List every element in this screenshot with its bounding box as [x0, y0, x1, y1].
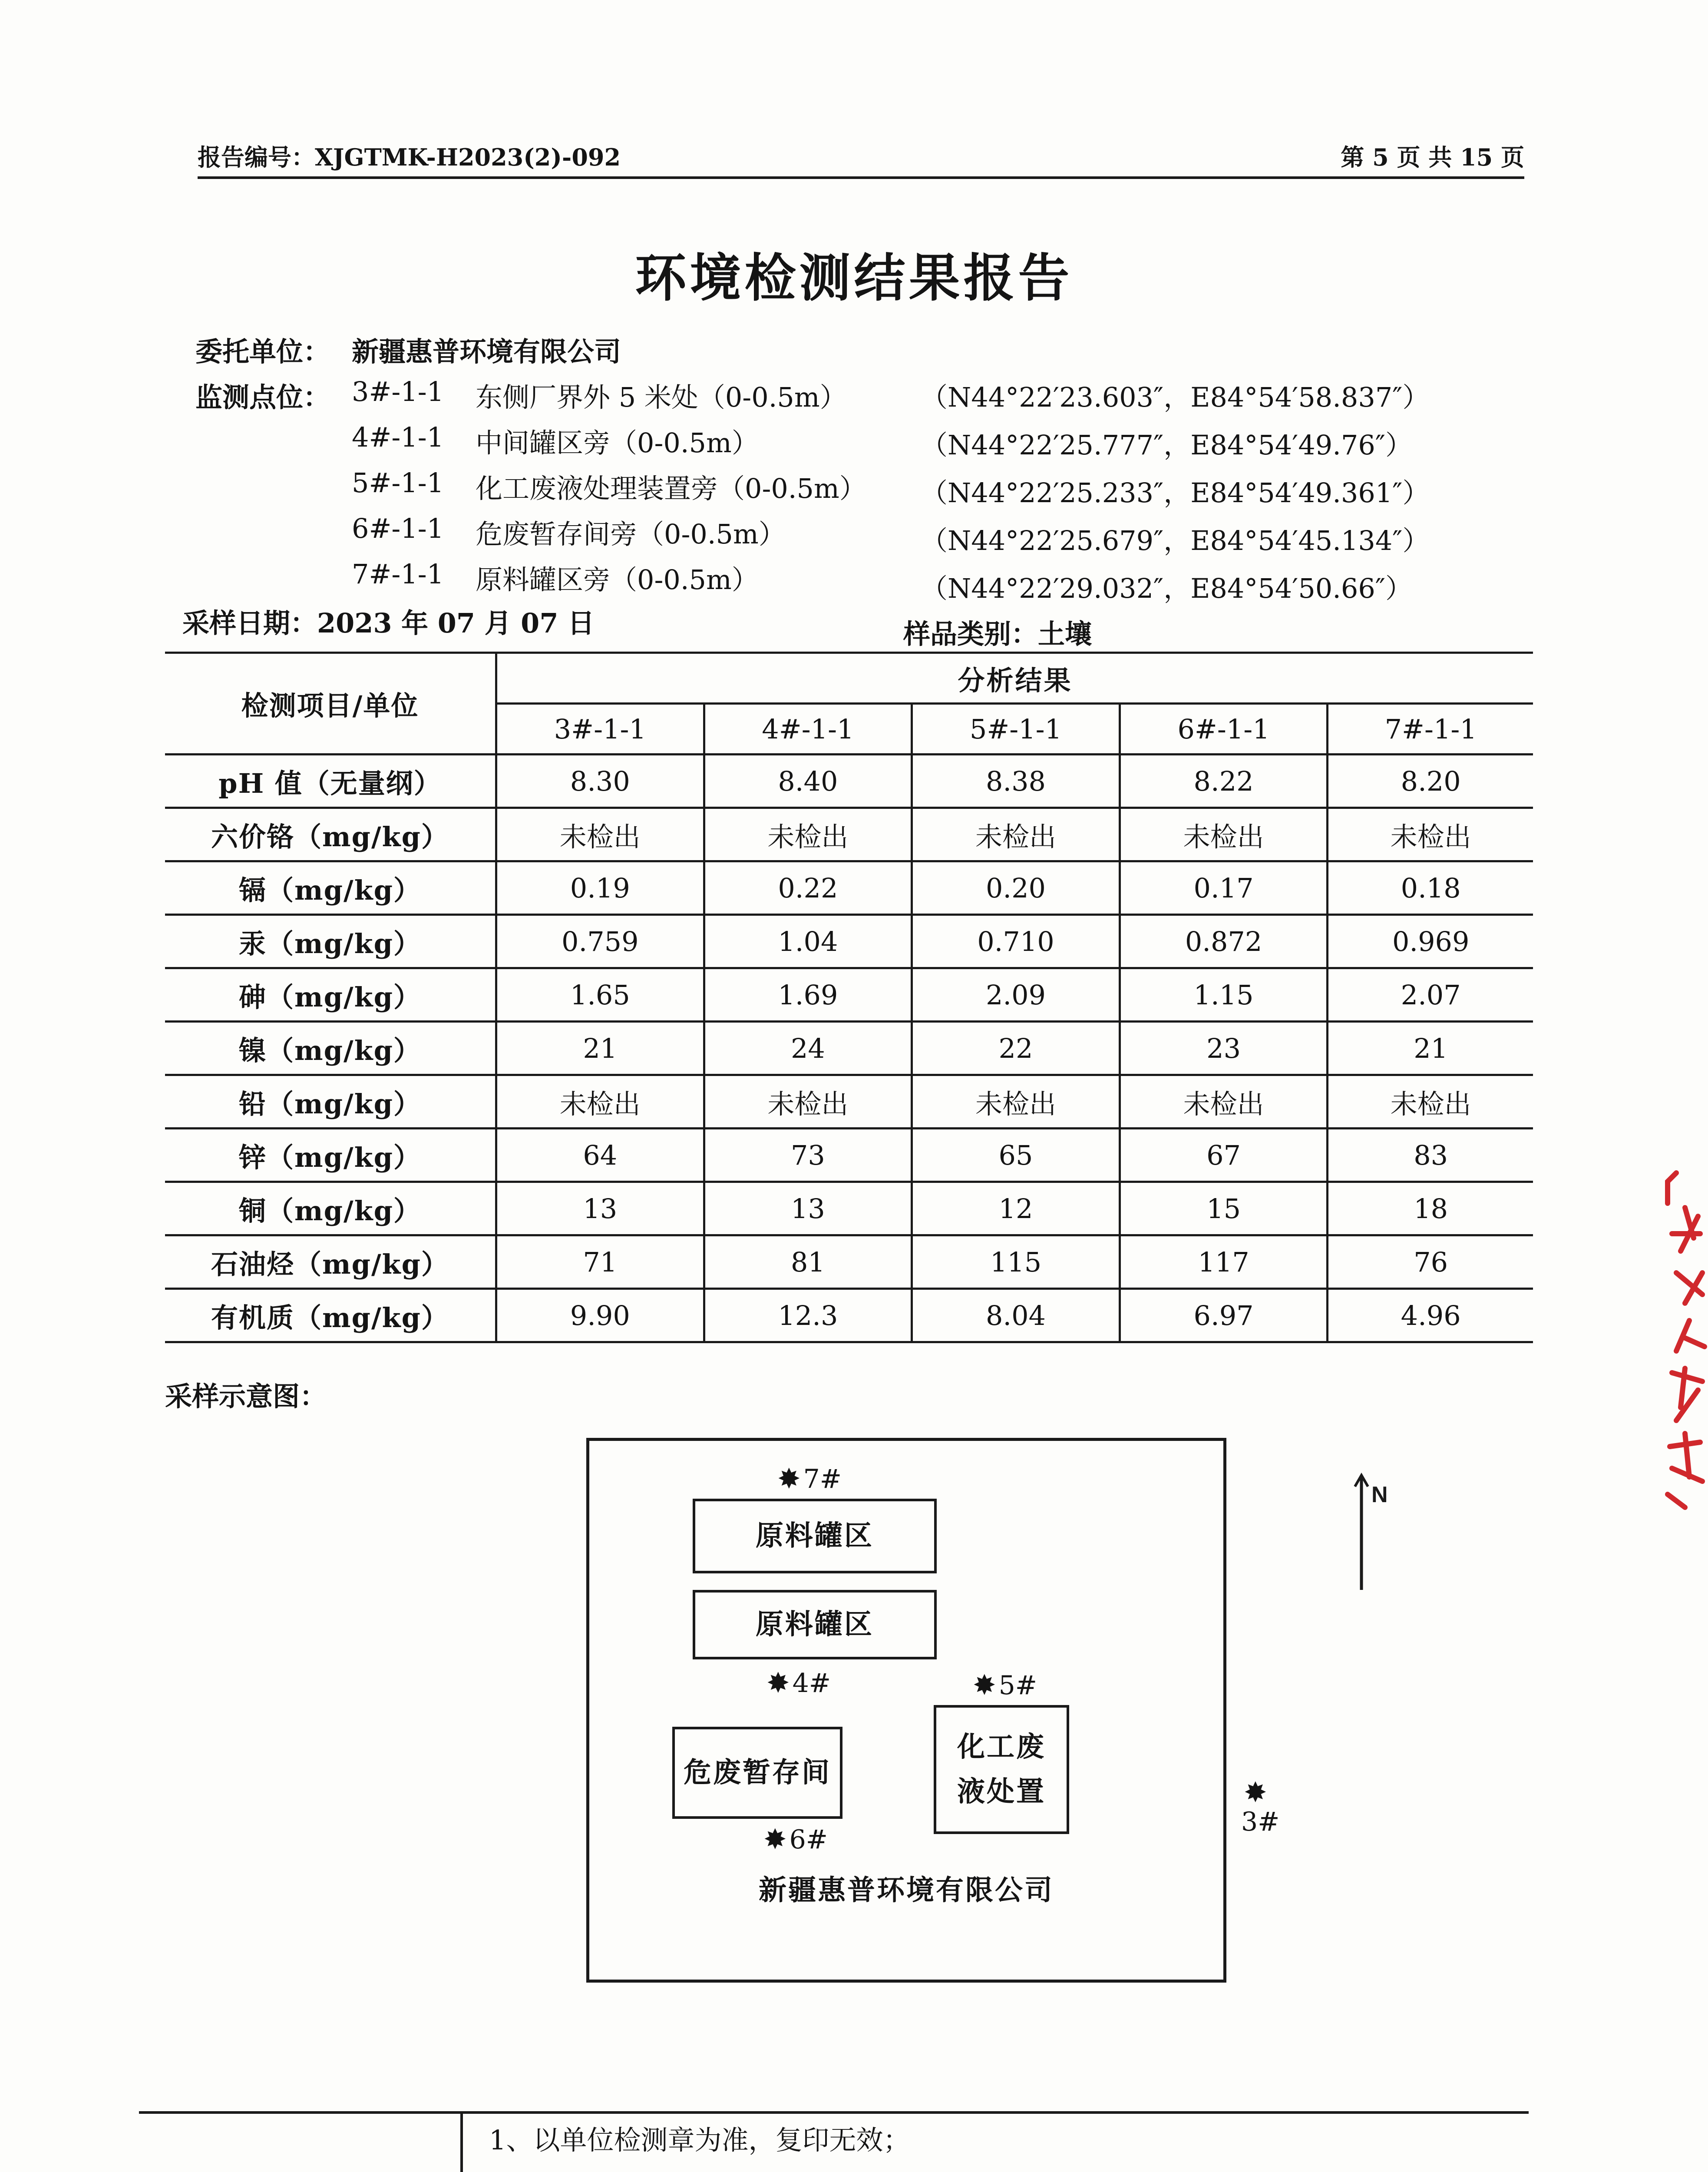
point-desc: 原料罐区旁（0-0.5m） — [476, 564, 759, 596]
table-cell: 21 — [1328, 1022, 1533, 1075]
point-id: 7#-1-1 — [352, 558, 444, 590]
point-desc: 中间罐区旁（0-0.5m） — [476, 427, 759, 459]
table-header-row — [165, 653, 1533, 704]
point-id: 3#-1-1 — [352, 376, 444, 407]
point-coord: （N44°22′25.777″，E84°54′49.76″） — [921, 429, 1412, 461]
point-coord: （N44°22′29.032″，E84°54′50.66″） — [921, 573, 1412, 604]
sample-point-7 — [777, 1464, 842, 1494]
table-cell: 1.69 — [704, 968, 912, 1022]
table-cell: 8.20 — [1328, 755, 1533, 808]
point-desc: 危废暂存间旁（0-0.5m） — [476, 518, 786, 550]
table-cell: 22 — [912, 1022, 1120, 1075]
row-item: 铅（mg/kg） — [165, 1075, 496, 1129]
hazardous-waste-storage: 危废暂存间 — [672, 1727, 842, 1819]
point-desc: 化工废液处理装置旁（0-0.5m） — [476, 473, 866, 504]
row-item: 砷（mg/kg） — [165, 968, 496, 1022]
chemical-waste-treatment — [934, 1705, 1069, 1834]
table-cell: 65 — [912, 1129, 1120, 1182]
table-cell: 未检出 — [1328, 1075, 1533, 1129]
note-line-2 — [463, 2162, 1529, 2172]
table-cell: 23 — [1120, 1022, 1328, 1075]
sample-point-icon: ✸ — [973, 1669, 996, 1702]
table-cell: 13 — [704, 1182, 912, 1235]
row-item: 汞（mg/kg） — [165, 915, 496, 968]
page-header — [198, 139, 1524, 178]
table-row — [165, 1075, 1533, 1129]
table-cell: 83 — [1328, 1129, 1533, 1182]
sample-point-4 — [766, 1668, 831, 1699]
point-coord: （N44°22′23.603″，E84°54′58.837″） — [921, 381, 1430, 413]
header-rule — [198, 176, 1524, 179]
table-cell: 8.04 — [912, 1289, 1120, 1342]
chem-label-line2: 液处置 — [957, 1775, 1046, 1808]
table-cell: 未检出 — [496, 808, 704, 861]
table-cell: 1.15 — [1120, 968, 1328, 1022]
row-item: 镉（mg/kg） — [165, 861, 496, 915]
notes-content — [462, 2112, 1529, 2172]
point-label: 5# — [998, 1670, 1037, 1701]
table-cell: 8.22 — [1120, 755, 1328, 808]
row-item: 六价铬（mg/kg） — [165, 808, 496, 861]
table-cell: 13 — [496, 1182, 704, 1235]
table-row — [165, 915, 1533, 968]
table-cell: 未检出 — [496, 1075, 704, 1129]
table-row — [165, 1182, 1533, 1235]
table-cell: 8.30 — [496, 755, 704, 808]
table-cell: 0.710 — [912, 915, 1120, 968]
point-desc: 东侧厂界外 5 米处（0-0.5m） — [476, 381, 847, 413]
table-cell: 81 — [704, 1235, 912, 1289]
table-cell: 115 — [912, 1235, 1120, 1289]
table-cell: 0.19 — [496, 861, 704, 915]
monitoring-points-label: 监测点位： — [195, 381, 330, 413]
table-row — [165, 755, 1533, 808]
table-row — [165, 1235, 1533, 1289]
table-cell: 2.07 — [1328, 968, 1533, 1022]
point-id: 6#-1-1 — [352, 513, 444, 544]
table-row — [165, 808, 1533, 861]
sample-point-icon: ✸ — [777, 1463, 801, 1495]
row-item: 铜（mg/kg） — [165, 1182, 496, 1235]
table-cell: 8.38 — [912, 755, 1120, 808]
point-label: 3# — [1241, 1807, 1280, 1837]
table-cell: 4.96 — [1328, 1289, 1533, 1342]
point-id: 5#-1-1 — [352, 467, 444, 499]
row-item: 石油烃（mg/kg） — [165, 1235, 496, 1289]
table-row — [165, 1289, 1533, 1342]
table-row — [165, 1129, 1533, 1182]
table-cell: 1.65 — [496, 968, 704, 1022]
table-cell: 0.20 — [912, 861, 1120, 915]
table-cell: 未检出 — [912, 1075, 1120, 1129]
table-cell: 8.40 — [704, 755, 912, 808]
item-header: 检测项目/单位 — [165, 653, 496, 755]
table-cell: 0.22 — [704, 861, 912, 915]
table-cell: 73 — [704, 1129, 912, 1182]
column-header: 7#-1-1 — [1328, 704, 1533, 755]
report-title: 环境检测结果报告 — [635, 248, 1073, 308]
notes-label — [139, 2112, 462, 2172]
table-row — [165, 1022, 1533, 1075]
table-cell: 15 — [1120, 1182, 1328, 1235]
client-label: 委托单位： — [195, 336, 330, 368]
row-item: 有机质（mg/kg） — [165, 1289, 496, 1342]
table-cell: 6.97 — [1120, 1289, 1328, 1342]
sample-point-icon: ✸ — [763, 1824, 787, 1856]
table-cell: 0.759 — [496, 915, 704, 968]
table-cell: 9.90 — [496, 1289, 704, 1342]
raw-material-tank-area-2: 原料罐区 — [693, 1590, 937, 1659]
table-cell: 2.09 — [912, 968, 1120, 1022]
table-cell: 64 — [496, 1129, 704, 1182]
point-coord: （N44°22′25.679″，E84°54′45.134″） — [921, 525, 1430, 556]
sample-type: 样品类别：土壤 — [903, 618, 1092, 650]
sampling-date: 采样日期：2023 年 07 月 07 日 — [182, 607, 595, 639]
point-id: 4#-1-1 — [352, 421, 444, 453]
table-cell: 71 — [496, 1235, 704, 1289]
sample-point-icon: ✸ — [1244, 1777, 1267, 1809]
row-item: 镍（mg/kg） — [165, 1022, 496, 1075]
table-cell: 21 — [496, 1022, 704, 1075]
site-company-label: 新疆惠普环境有限公司 — [759, 1874, 1054, 1907]
table-row — [165, 861, 1533, 915]
analysis-group-header: 分析结果 — [496, 653, 1533, 704]
chem-label-line1: 化工废 — [957, 1731, 1046, 1764]
table-cell: 未检出 — [1328, 808, 1533, 861]
table-cell: 0.18 — [1328, 861, 1533, 915]
row-item: 锌（mg/kg） — [165, 1129, 496, 1182]
column-header: 4#-1-1 — [704, 704, 912, 755]
column-header: 3#-1-1 — [496, 704, 704, 755]
table-cell: 12 — [912, 1182, 1120, 1235]
point-label: 7# — [803, 1464, 842, 1494]
table-cell: 12.3 — [704, 1289, 912, 1342]
table-row — [165, 968, 1533, 1022]
point-coord: （N44°22′25.233″，E84°54′49.361″） — [921, 477, 1430, 509]
table-cell: 1.04 — [704, 915, 912, 968]
report-number: 报告编号：XJGTMK-H2023(2)-092 — [198, 143, 621, 171]
sample-point-icon: ✸ — [766, 1667, 790, 1699]
point-label: 6# — [789, 1824, 828, 1855]
table-cell: 24 — [704, 1022, 912, 1075]
column-header: 6#-1-1 — [1120, 704, 1328, 755]
table-cell: 未检出 — [704, 1075, 912, 1129]
north-label: N — [1371, 1482, 1388, 1507]
sample-point-6 — [763, 1824, 828, 1855]
table-cell: 76 — [1328, 1235, 1533, 1289]
raw-material-tank-area-1: 原料罐区 — [693, 1499, 937, 1573]
table-cell: 117 — [1120, 1235, 1328, 1289]
results-table — [165, 652, 1533, 1343]
table-cell: 0.17 — [1120, 861, 1328, 915]
client-value: 新疆惠普环境有限公司 — [352, 336, 621, 368]
table-cell: 未检出 — [1120, 808, 1328, 861]
table-cell: 18 — [1328, 1182, 1533, 1235]
table-cell: 未检出 — [704, 808, 912, 861]
table-cell: 未检出 — [1120, 1075, 1328, 1129]
point-label: 4# — [792, 1668, 831, 1699]
note-line-1: 1、以单位检测章为准，复印无效； — [489, 2124, 910, 2156]
table-cell: 未检出 — [912, 808, 1120, 861]
table-cell: 67 — [1120, 1129, 1328, 1182]
table-cell: 0.872 — [1120, 915, 1328, 968]
sample-point-5 — [973, 1670, 1037, 1701]
north-arrow-icon — [1351, 1473, 1403, 1590]
column-header: 5#-1-1 — [912, 704, 1120, 755]
sample-point-3 — [1241, 1779, 1279, 1837]
table-cell: 0.969 — [1328, 915, 1533, 968]
notes-table — [139, 2111, 1529, 2172]
red-seal-fragment — [1659, 1164, 1708, 1512]
notes-row — [139, 2112, 1529, 2172]
row-item: pH 值（无量纲） — [165, 755, 496, 808]
sketch-label: 采样示意图： — [165, 1381, 327, 1412]
page-number: 第 5 页 共 15 页 — [1341, 143, 1524, 171]
